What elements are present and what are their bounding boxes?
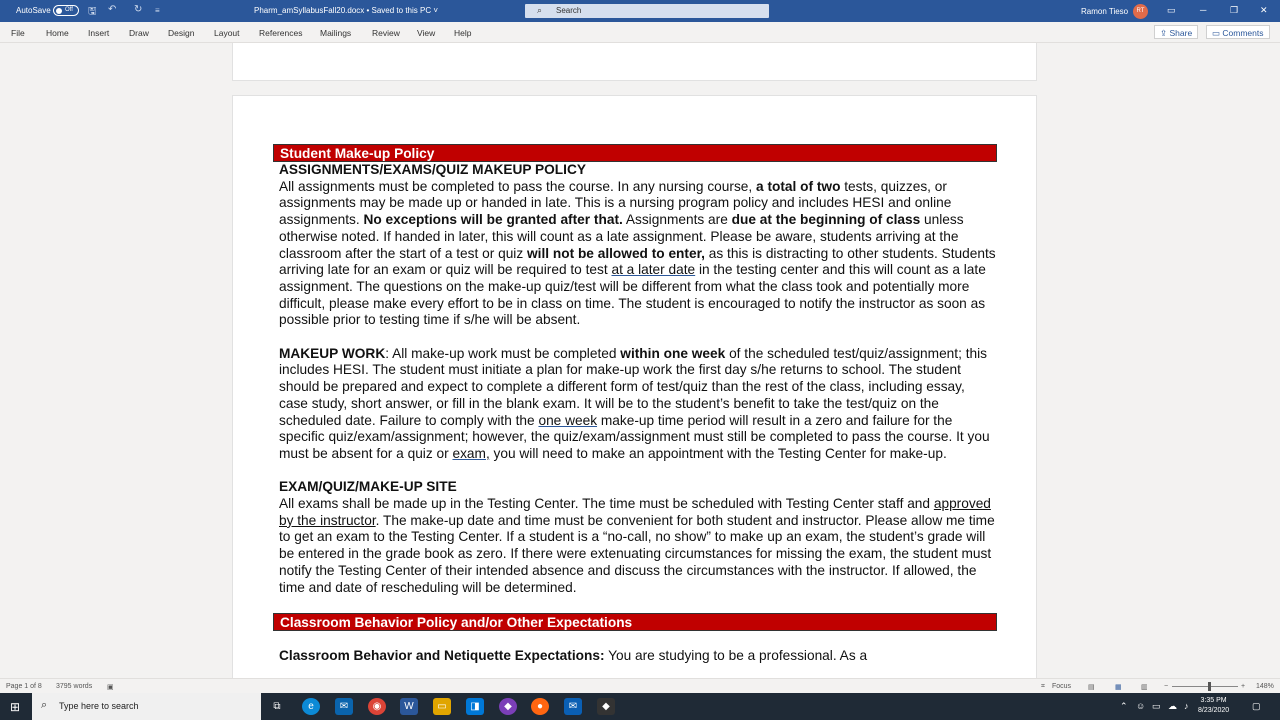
word-icon[interactable]: W	[400, 698, 418, 715]
zoom-out-icon[interactable]: −	[1164, 683, 1169, 690]
text-run: exam,	[452, 445, 490, 461]
zoom-slider-thumb[interactable]	[1208, 682, 1211, 691]
tab-file[interactable]: File	[11, 28, 25, 38]
minimize-icon[interactable]: ─	[1200, 5, 1207, 15]
focus-icon[interactable]: ⌗	[1041, 683, 1045, 690]
windows-taskbar	[0, 693, 1280, 720]
zoom-slider[interactable]	[1172, 686, 1238, 687]
file-explorer-icon[interactable]: ▭	[433, 698, 451, 715]
title-bar	[0, 0, 1280, 22]
save-icon[interactable]: 🖫	[88, 6, 97, 17]
ribbon-tabs	[0, 22, 1280, 43]
read-mode-icon[interactable]: ▤	[1088, 684, 1095, 691]
text-run: Assignments are	[622, 212, 732, 228]
print-layout-icon[interactable]: ▦	[1115, 684, 1122, 691]
text-run: in the testing center and this will count as a late assignment. The questions on the make-up quiz/test will be different from what the class took and potentially more difficult, please make every effort to be in class on time. The student is encouraged to notify the instructor as soon as possible prior to testing time if s/he will be absent.	[279, 262, 986, 328]
text-run: No exceptions will be granted after that.	[363, 212, 623, 228]
clock-time: 3:35 PM	[1200, 697, 1227, 704]
zoom-level[interactable]: 148%	[1256, 683, 1274, 690]
proofing-icon[interactable]: ▣	[107, 684, 114, 691]
section-header-behavior: Classroom Behavior Policy and/or Other Expectations	[273, 613, 997, 631]
notifications-icon[interactable]: ▢	[1252, 701, 1261, 711]
text-run: approved by the instructor	[279, 496, 991, 528]
text-run: at a later date	[611, 262, 696, 278]
text-run: a total of two	[756, 178, 841, 194]
app-icon[interactable]: ◆	[597, 698, 615, 715]
user-name[interactable]: Ramon Tieso	[1081, 7, 1129, 16]
text-run: tests, quizzes, or assignments may be made up or handed in late. This is a nursing program policy and includes HESI and online assignments.	[279, 178, 952, 228]
focus-label[interactable]: Focus	[1052, 683, 1072, 690]
redo-icon[interactable]: ↻	[134, 4, 143, 15]
text-run: one week	[538, 412, 598, 428]
autosave-state: Off	[65, 7, 73, 13]
comments-button[interactable]	[1206, 25, 1270, 39]
tray-chevron-icon[interactable]: ⌃	[1120, 701, 1128, 711]
makeup-work-heading: MAKEUP WORK	[279, 345, 386, 361]
status-bar	[0, 678, 1280, 693]
tab-draw[interactable]: Draw	[129, 28, 149, 38]
undo-icon[interactable]: ↶	[108, 4, 117, 15]
text-run: All exams shall be made up in the Testing Center. The time must be scheduled with Testing Center staff and	[279, 496, 934, 512]
search-placeholder: Search	[556, 6, 582, 15]
search-box[interactable]	[525, 4, 769, 18]
edge-icon[interactable]: e	[302, 698, 320, 715]
avatar[interactable]: RT	[1133, 4, 1148, 19]
assignments-paragraph	[273, 179, 997, 329]
behavior-paragraph	[273, 648, 997, 665]
volume-icon[interactable]: ♪	[1184, 701, 1189, 711]
text-run: you will need to make an appointment with the Testing Center for make-up.	[489, 445, 947, 461]
autosave-label: AutoSave	[16, 6, 51, 15]
text-run: You are studying to be a professional. As a	[604, 648, 868, 664]
tab-design[interactable]: Design	[168, 28, 195, 38]
text-run: make-up time period will result in a zero and failure for the specific quiz/exam/assignment; however, the quiz/exam/assignment must still be completed to pass the course. It you must be absent for a quiz or	[279, 412, 990, 461]
document-area[interactable]	[0, 43, 1280, 678]
spacer	[273, 329, 997, 346]
spacer	[273, 463, 997, 480]
section-header-makeup: Student Make-up Policy	[273, 144, 997, 162]
text-run: as this is distracting to other students. Students arriving late for an exam or quiz will be required to test	[279, 245, 996, 278]
windows-start-icon[interactable]: ⊞	[10, 700, 21, 714]
chrome-icon[interactable]: ◉	[368, 698, 386, 715]
tab-help[interactable]: Help	[454, 28, 472, 38]
tab-mailings[interactable]: Mailings	[320, 28, 352, 38]
exam-site-heading: EXAM/QUIZ/MAKE-UP SITE	[279, 479, 457, 495]
taskbar-search[interactable]	[32, 693, 261, 720]
text-run: All assignments must be completed to pass the course. In any nursing course,	[279, 178, 757, 194]
customize-toolbar-icon[interactable]: ≡	[155, 6, 160, 15]
share-button[interactable]	[1154, 25, 1198, 39]
previous-page	[232, 43, 1037, 81]
text-run: due at the beginning of class	[731, 212, 921, 228]
page-content[interactable]	[273, 144, 997, 665]
share-label: Share	[1169, 28, 1193, 38]
restore-icon[interactable]: ❐	[1230, 5, 1239, 15]
text-run: . The make-up date and time must be convenient for both student and instructor. Please allow me time to get an exam to the Testing Center. If a student is a “no-call, no show” to make up an exam, the student’s grade will be entered in the grade book as zero. If there were extenuating circumstances for missing the exam, the student must notify the Testing Center of their intended absence and discuss the circumstances with the instructor. If allowed, the time and date of rescheduling will be determined.	[279, 512, 995, 595]
text-run: : All make-up work must be completed	[385, 345, 621, 361]
tab-layout[interactable]: Layout	[214, 28, 240, 38]
search-icon: ⌕	[41, 699, 48, 711]
people-icon[interactable]: ☺	[1136, 701, 1146, 711]
app-icon[interactable]: ◆	[499, 698, 517, 715]
mail-icon[interactable]: ✉	[335, 698, 353, 715]
page-count[interactable]: Page 1 of 8	[6, 683, 42, 690]
zoom-in-icon[interactable]: +	[1241, 683, 1246, 690]
spacer	[273, 631, 997, 648]
mail-app-icon[interactable]: ✉	[564, 698, 582, 715]
network-icon[interactable]: ☁	[1168, 701, 1177, 711]
text-run: unless otherwise noted. If handed in later, this will count as a late assignment. Please be aware, students arriving at the classroom after the start of a test or quiz	[279, 212, 964, 261]
autosave-toggle[interactable]	[53, 5, 79, 16]
tab-home[interactable]: Home	[46, 28, 69, 38]
tab-review[interactable]: Review	[372, 28, 400, 38]
behavior-heading: Classroom Behavior and Netiquette Expectations:	[279, 648, 605, 664]
firefox-icon[interactable]: ●	[531, 698, 549, 715]
comments-label: Comments	[1222, 28, 1264, 38]
document-title[interactable]: Pharm_amSyllabusFall20.docx • Saved to this PC ˅	[254, 6, 438, 15]
close-icon[interactable]: ✕	[1260, 5, 1268, 15]
tab-insert[interactable]: Insert	[88, 28, 110, 38]
clock-date: 8/23/2020	[1198, 707, 1230, 714]
assignments-heading: ASSIGNMENTS/EXAMS/QUIZ MAKEUP POLICY	[279, 162, 586, 177]
text-run: within one week	[620, 345, 726, 361]
text-run: will not be allowed to enter,	[527, 245, 705, 261]
comment-icon: ▭	[1212, 28, 1223, 38]
document-page[interactable]	[232, 95, 1037, 678]
web-layout-icon[interactable]: ▥	[1141, 684, 1148, 691]
taskbar-search-placeholder: Type here to search	[59, 701, 139, 711]
task-view-icon[interactable]: ⧉	[273, 701, 281, 712]
store-icon[interactable]: ◨	[466, 698, 484, 715]
tab-view[interactable]: View	[417, 28, 436, 38]
share-icon: ⇪	[1160, 28, 1170, 38]
battery-icon[interactable]: ▭	[1152, 701, 1161, 711]
search-icon: ⌕	[537, 5, 543, 15]
text-run: of the scheduled test/quiz/assignment; this includes HESI. The student must initiate a plan for make-up work the first day s/he returns to school. The student should be prepared and expect to complete a different form of test/quiz than the rest of the class, including essay, case study, short answer, or fill in the blank exam. It will be to the student’s benefit to take the test/quiz on the scheduled date. Failure to comply with the	[279, 345, 987, 428]
toggle-knob	[56, 8, 62, 14]
clock[interactable]	[1198, 696, 1229, 716]
spacer	[273, 596, 997, 613]
exam-site-paragraph	[273, 496, 997, 596]
makeup-work-paragraph	[273, 346, 997, 463]
tab-references[interactable]: References	[259, 28, 303, 38]
ribbon-display-icon[interactable]: ▭	[1167, 5, 1176, 15]
word-count[interactable]: 3795 words	[56, 683, 93, 690]
